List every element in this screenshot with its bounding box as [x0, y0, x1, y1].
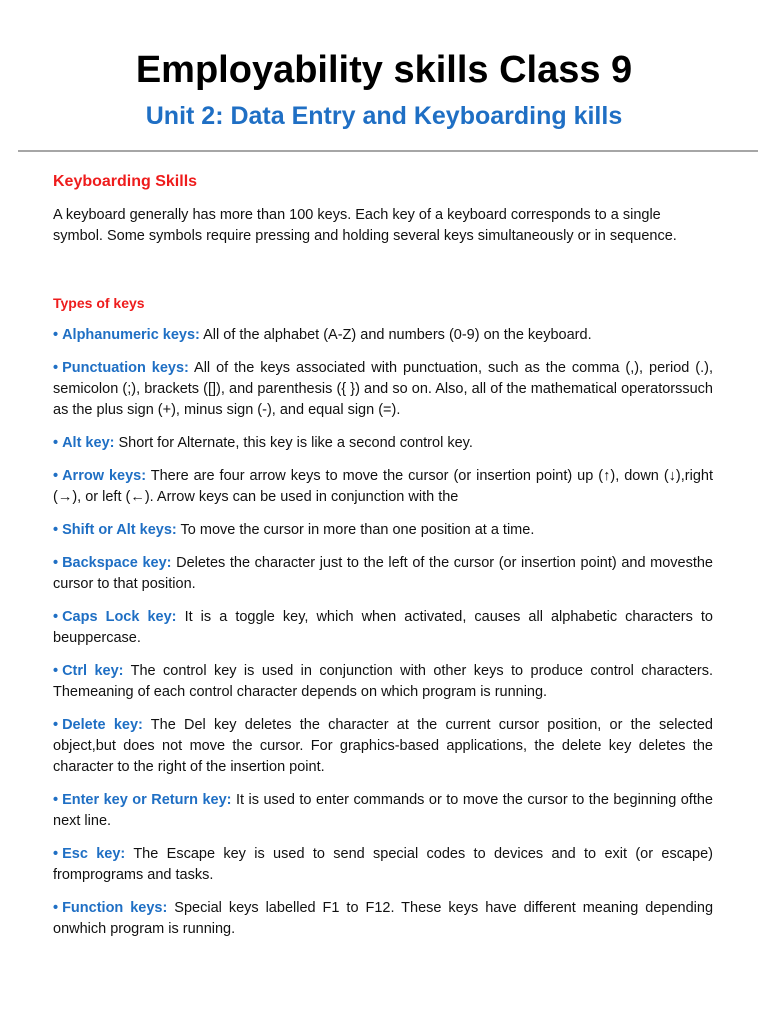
key-description: Special keys labelled F1 to F12. These keys have different meaning depending onwhich program is running. — [53, 900, 714, 937]
title-divider — [18, 150, 758, 152]
bullet-icon: • — [53, 609, 59, 625]
key-type-item — [53, 553, 713, 595]
key-type-item — [53, 466, 713, 508]
bullet-icon: • — [53, 792, 59, 808]
key-description: Deletes the character just to the left of the cursor (or insertion point) and movesthe cursor to that position. — [53, 555, 714, 592]
key-term — [53, 555, 172, 571]
bullet-icon: • — [53, 435, 59, 451]
key-term — [53, 609, 177, 625]
bullet-icon: • — [53, 360, 59, 376]
key-description: To move the cursor in more than one position at a time. — [176, 522, 535, 538]
page-title: Employability skills Class 9 — [135, 49, 633, 91]
key-term — [53, 360, 189, 376]
key-type-item — [53, 898, 713, 940]
key-term-label: Arrow keys: — [62, 468, 147, 484]
key-term-label: Delete key: — [62, 717, 143, 733]
unit-subtitle: Unit 2: Data Entry and Keyboarding kills — [145, 102, 623, 130]
key-term-label: Function keys: — [62, 900, 168, 916]
bullet-icon: • — [53, 846, 59, 862]
section-heading: Keyboarding Skills — [53, 173, 198, 190]
key-type-item — [53, 844, 713, 886]
bullet-icon: • — [53, 900, 59, 916]
key-term — [53, 663, 123, 679]
bullet-icon: • — [53, 663, 59, 679]
key-term — [53, 468, 146, 484]
key-type-item — [53, 358, 713, 421]
key-term-label: Esc key: — [62, 846, 126, 862]
key-term — [53, 717, 143, 733]
key-term — [53, 522, 177, 538]
key-term-label: Ctrl key: — [62, 663, 124, 679]
key-description: All of the keys associated with punctuation, such as the comma (,), period (.), semicolon (;), brackets ([]), and parenthesis ({ }) and so on. Also, all of the mathematical operatorssuch as the plus sign (+), minus sign (-), and equal sign (=). — [53, 360, 714, 418]
key-term-label: Punctuation keys: — [62, 360, 189, 376]
key-term — [53, 900, 167, 916]
key-term — [53, 846, 125, 862]
key-term — [53, 792, 232, 808]
key-term-label: Alphanumeric keys: — [62, 327, 200, 343]
key-description: It is a toggle key, which when activated, causes all alphabetic characters to beuppercase. — [53, 609, 713, 646]
key-description: The Del key deletes the character at the current cursor position, or the selected object,but does not move the cursor. For graphics-based applications, the delete key deletes the character to the right of the insertion point. — [53, 717, 713, 775]
key-description: It is used to enter commands or to move the cursor to the beginning ofthe next line. — [53, 792, 713, 829]
key-description: The control key is used in conjunction with other keys to produce control characters. Themeaning of each control character depends on which program is running. — [53, 663, 713, 700]
key-type-item — [53, 661, 713, 703]
key-types-list — [53, 325, 713, 952]
key-type-item — [53, 607, 713, 649]
bullet-icon: • — [53, 468, 59, 484]
key-type-item — [53, 325, 713, 346]
key-type-item — [53, 790, 713, 832]
types-of-keys-heading: Types of keys — [53, 295, 145, 311]
key-term-label: Enter key or Return key: — [62, 792, 232, 808]
key-term-label: Backspace key: — [62, 555, 172, 571]
key-term-label: Caps Lock key: — [62, 609, 177, 625]
key-term-label: Alt key: — [62, 435, 115, 451]
key-description: All of the alphabet (A-Z) and numbers (0-9) on the keyboard. — [199, 327, 592, 343]
bullet-icon: • — [53, 522, 59, 538]
key-type-item — [53, 715, 713, 778]
key-term — [53, 435, 114, 451]
key-term — [53, 327, 200, 343]
key-type-item — [53, 520, 713, 541]
key-description: The Escape key is used to send special codes to devices and to exit (or escape) fromprograms and tasks. — [53, 846, 713, 883]
bullet-icon: • — [53, 717, 59, 733]
key-term-label: Shift or Alt keys: — [62, 522, 177, 538]
bullet-icon: • — [53, 555, 59, 571]
key-type-item — [53, 433, 713, 454]
intro-paragraph: A keyboard generally has more than 100 keys. Each key of a keyboard corresponds to a single symbol. Some symbols require pressing and holding several keys simultaneously or in sequence. — [53, 207, 677, 244]
bullet-icon: • — [53, 327, 59, 343]
key-description: Short for Alternate, this key is like a second control key. — [114, 435, 473, 451]
key-description: There are four arrow keys to move the cursor (or insertion point) up (↑), down (↓),right (→), or left (←). Arrow keys can be used in conjunction with the — [53, 468, 713, 505]
